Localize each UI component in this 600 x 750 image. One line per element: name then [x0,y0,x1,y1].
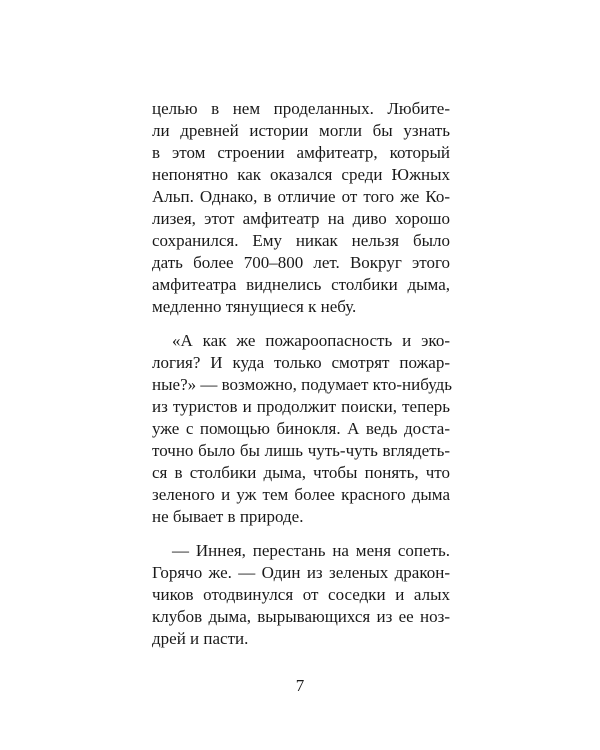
text-line: — Иннея, перестань на меня сопеть. [172,541,450,560]
text-line: Альп. Однако, в отличие от того же Ко- [152,187,450,206]
text-line: ли древней истории могли бы узнать [152,121,450,140]
text-line: не бывает в природе. [152,507,304,526]
paragraph-gap [152,528,450,540]
text-line: целью в нем проделанных. Любите- [152,99,450,118]
text-line: точно было бы лишь чуть-чуть вглядеть- [152,441,450,460]
text-line: уже с помощью бинокля. А ведь доста- [152,419,450,438]
body-text [152,98,453,650]
paragraph-2 [152,330,453,528]
text-line: «А как же пожароопасность и эко- [172,331,450,350]
text-line: дрей и пасти. [152,629,249,648]
page-number: 7 [295,676,305,695]
text-line: ся в столбики дыма, чтобы понять, что [152,463,450,482]
text-line: дать более 700–800 лет. Вокруг этого [152,253,450,272]
text-line: в этом строении амфитеатр, который [152,143,450,162]
text-line: ные?» — возможно, подумает кто-нибудь [152,375,453,394]
text-line: чиков отодвинулся от соседки и алых [152,585,450,604]
text-line: зеленого и уж тем более красного дыма [152,485,450,504]
text-line: клубов дыма, вырывающихся из ее ноз- [152,607,450,626]
paragraph-3 [152,540,450,650]
text-line: Горячо же. — Один из зеленых дракон- [152,563,450,582]
text-line: логия? И куда только смотрят пожар- [152,353,450,372]
text-line: сохранился. Ему никак нельзя было [152,231,450,250]
paragraph-gap [152,318,450,330]
paragraph-1 [152,98,450,318]
text-line: непонятно как оказался среди Южных [152,165,450,184]
text-line: медленно тянущиеся к небу. [152,297,357,316]
text-line: лизея, этот амфитеатр на диво хорошо [152,209,450,228]
text-line: амфитеатра виднелись столбики дыма, [152,275,450,294]
text-line: из туристов и продолжит поиски, теперь [152,397,450,416]
